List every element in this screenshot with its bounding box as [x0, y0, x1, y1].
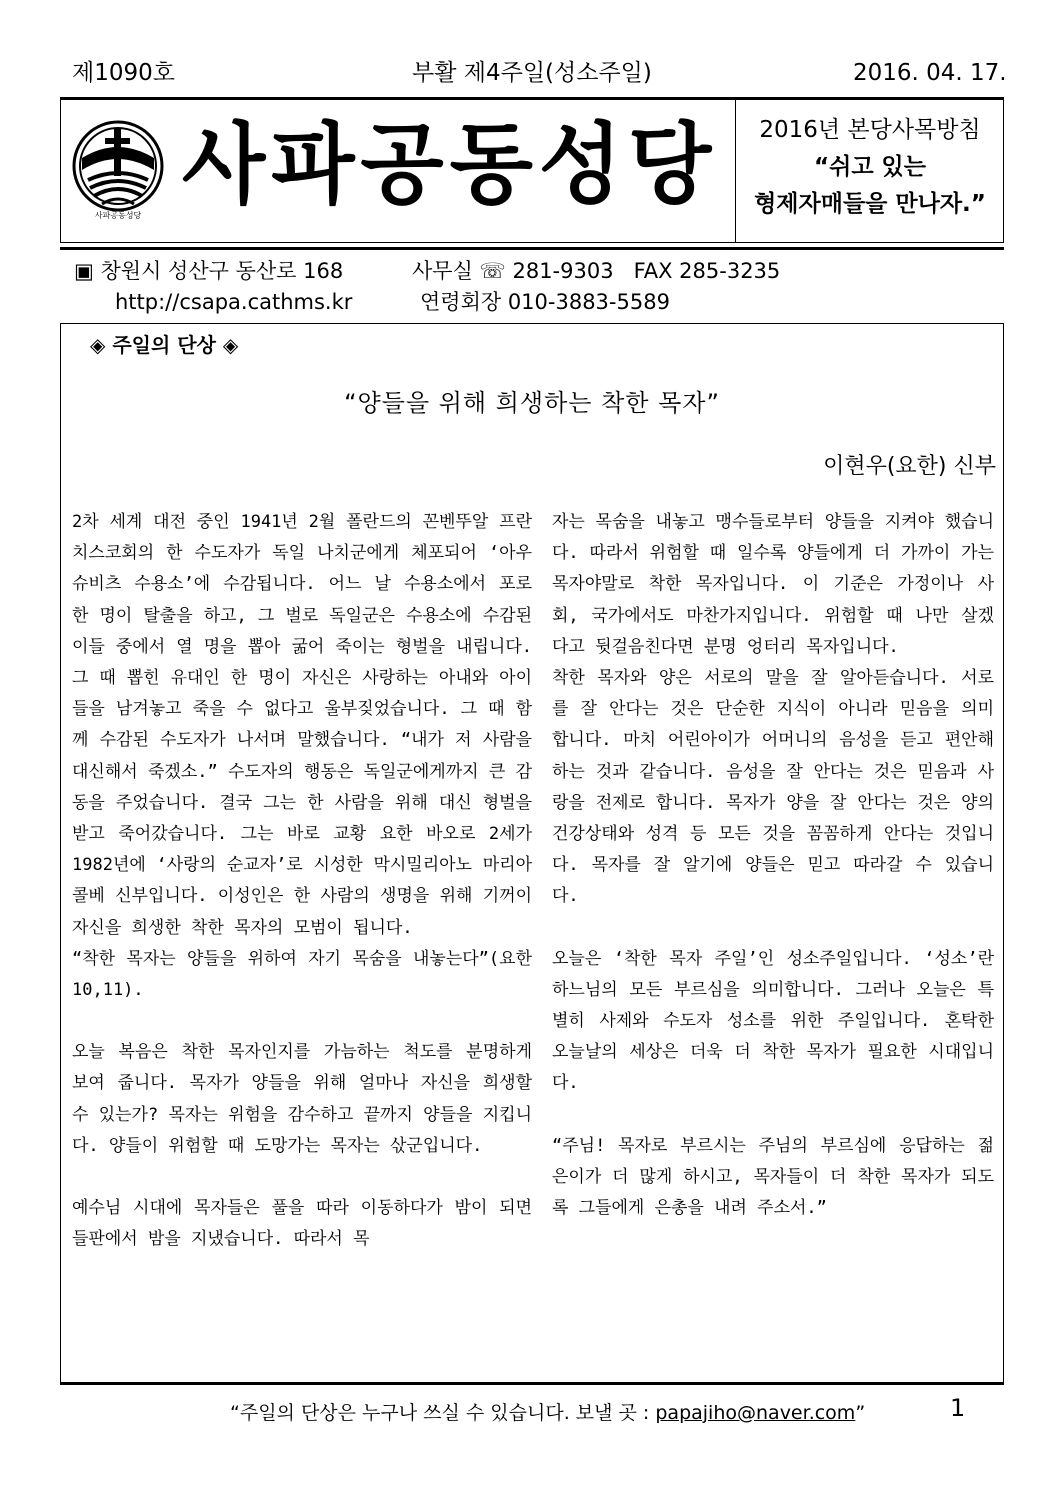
paragraph: 오늘은 ‘착한 목자 주일’인 성소주일입니다. ‘성소’란 하느님의 모든 부르심을 의미합니다. 그러나 오늘은 특별히 사제와 수도자 성소를 위한 주일입니다. 혼탁한 오늘날의 세상은 더욱 더 착한 목자가 필요한 시대입니다.	[552, 948, 994, 1094]
footer-text: “주일의 단상은 누구나 쓰실 수 있습니다. 보낼 곳 :	[230, 1402, 656, 1424]
motto-line-2: “쉬고 있는	[814, 154, 926, 180]
motto-line-3: 형제자매들을 만나자.”	[754, 191, 986, 217]
website-link[interactable]: http://csapa.cathms.kr	[115, 290, 353, 314]
article-title: “양들을 위해 희생하는 착한 목자”	[344, 389, 720, 417]
liturgical-day: 부활 제4주일(성소주일)	[412, 60, 652, 86]
pastoral-motto	[736, 112, 1004, 223]
paragraph: “주님! 목자로 부르시는 주님의 부르심에 응답하는 젊은이가 더 많게 하시고, 목자들이 더 착한 목자가 되도록 그들에게 은총을 내려 주소서.”	[552, 1135, 994, 1219]
footer-close-quote: ”	[855, 1402, 866, 1424]
article-right-column	[552, 507, 994, 1224]
paragraph: 2차 세계 대전 중인 1941년 2월 폴란드의 꼰벤뚜알 프란치스코회의 한 수도자가 독일 나치군에게 체포되어 ‘아우슈비츠 수용소’에 수감됩니다. 어느 날 수용소에서 포로 한 명이 탈출을 하고, 그 벌로 독일군은 수용소에 수감된 이들 중에서 열 명을 뽑아 굶어 죽이는 형벌을 내립니다. 그 때 뽑힌 유대인 한 명이 자신은 사랑하는 아내와 아이들을 남겨놓고 죽을 수 없다고 울부짖었습니다. 그 때 함께 수감된 수도자가 나서며 말했습니다. “내가 저 사람을 대신해서 죽겠소.” 수도자의 행동은 독일군에게까지 큰 감동을 주었습니다. 결국 그는 한 사람을 위해 대신 형벌을 받고 죽어갔습니다. 그는 바로 교황 요한 바오로 2세가 1982년에 ‘사랑의 순교자’로 시성한 막시밀리아노 마리아 콜베 신부입니다. 이성인은 한 사람의 생명을 위해 기꺼이 자신을 희생한 착한 목자의 모범이 됩니다.	[72, 512, 532, 938]
article-left-column	[72, 507, 532, 1255]
paragraph: 착한 목자와 양은 서로의 말을 잘 알아듣습니다. 서로를 잘 안다는 것은 단순한 지식이 아니라 믿음을 의미합니다. 마치 어린아이가 어머니의 음성을 듣고 편안해하는 것과 같습니다. 음성을 잘 안다는 것은 믿음과 사랑을 전제로 합니다. 목자가 양을 잘 안다는 것은 양의 건강상태와 성격 등 모든 것을 꼼꼼하게 안다는 것입니다. 목자를 잘 알기에 양들은 믿고 따라갈 수 있습니다.	[552, 668, 994, 907]
paragraph: “착한 목자는 양들을 위하여 자기 목숨을 내놓는다”(요한 10,11).	[72, 948, 532, 1001]
article-bottom-rule	[60, 1382, 1004, 1385]
church-address: ▣ 창원시 성산구 동산로 168	[74, 259, 344, 283]
section-label: ◈ 주일의 단상 ◈	[90, 333, 239, 357]
logo-caption: 사파공동성당	[94, 211, 142, 220]
page-number: 1	[950, 1394, 966, 1422]
church-logo	[72, 118, 164, 222]
issue-number: 제1090호	[72, 60, 175, 86]
church-name: 사파공동성당	[182, 113, 718, 216]
paragraph: 자는 목숨을 내놓고 맹수들로부터 양들을 지켜야 했습니다. 따라서 위험할 때 일수록 양들에게 더 가까이 가는 목자야말로 착한 목자입니다. 이 기준은 가정이나 사회, 국가에서도 마찬가지입니다. 위험할 때 나만 살겠다고 뒷걸음친다면 분명 엉터리 목자입니다.	[552, 512, 994, 657]
funeral-chair-phone: 연령회장 010-3883-5589	[420, 290, 670, 314]
motto-line-1: 2016년 본당사목방침	[759, 117, 981, 143]
office-phone-fax: 사무실 ☏ 281-9303 FAX 285-3235	[412, 259, 781, 283]
paragraph: 예수님 시대에 목자들은 풀을 따라 이동하다가 밤이 되면 들판에서 밤을 지냈습니다. 따라서 목	[72, 1198, 532, 1250]
article-author: 이현우(요한) 신부	[823, 454, 996, 479]
paragraph: 오늘 복음은 착한 목자인지를 가늠하는 척도를 분명하게 보여 줍니다. 목자가 양들을 위해 얼마나 자신을 희생할 수 있는가? 목자는 위험을 감수하고 끝까지 양들을 지킵니다. 양들이 위험할 때 도망가는 목자는 삯군입니다.	[72, 1042, 532, 1156]
footer-note	[230, 1398, 865, 1425]
issue-date: 2016. 04. 17.	[853, 60, 1007, 86]
footer-email-link[interactable]: papajiho@naver.com	[655, 1402, 856, 1424]
masthead-rule	[60, 247, 1004, 250]
